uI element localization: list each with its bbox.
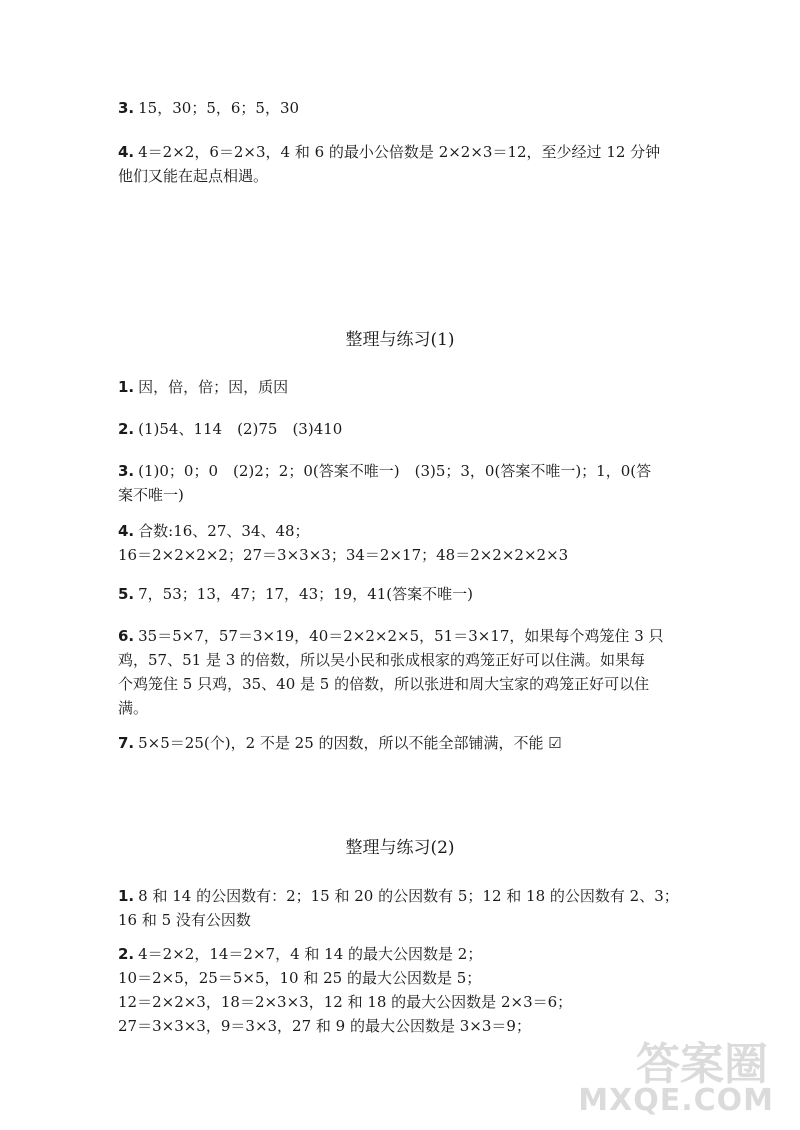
item-number: 5. [118,585,135,603]
answer-item-s2-1 [118,884,693,932]
section-title-2: 整理与练习(2) [345,838,455,858]
answer-item-s1-6 [118,624,693,720]
item-number: 4. [118,522,135,540]
item-line: 27＝3×3×3，9＝3×3，27 和 9 的最大公因数是 3×3＝9； [118,1017,531,1035]
item-line: 16＝2×2×2×2；27＝3×3×3；34＝2×17；48＝2×2×2×2×3 [118,546,569,564]
item-number: 1. [118,887,135,905]
item-line: 案不唯一) [118,486,184,504]
item-line: 15，30；5，6；5，30 [138,99,300,117]
item-line: 满。 [118,699,149,717]
item-number: 7. [118,734,135,752]
item-line: 他们又能在起点相遇。 [118,167,269,185]
item-line: 16 和 5 没有公因数 [118,911,251,929]
item-number: 3. [118,462,135,480]
answer-item-top-4 [118,140,693,188]
item-line: 8 和 14 的公因数有：2；15 和 20 的公因数有 5；12 和 18 的公因数有 2、3； [138,887,679,905]
answer-item-s1-2 [118,417,693,441]
item-number: 3. [118,99,135,117]
item-line: 合数:16、27、34、48； [138,522,310,540]
watermark-logo [578,1024,782,1124]
answer-item-s1-3 [118,459,693,507]
item-number: 6. [118,627,135,645]
item-line: 个鸡笼住 5 只鸡，35、40 是 5 的倍数，所以张进和周大宝家的鸡笼正好可以住 [118,675,650,693]
item-number: 2. [118,945,135,963]
item-line: 5×5＝25(个)，2 不是 25 的因数，所以不能全部铺满，不能 ☑ [138,734,562,752]
item-line: 12＝2×2×3，18＝2×3×3，12 和 18 的最大公因数是 2×3＝6； [118,993,573,1011]
item-line: 因，倍，倍；因，质因 [138,378,289,396]
item-line: 10＝2×5，25＝5×5，10 和 25 的最大公因数是 5； [118,969,482,987]
item-line: 35＝5×7，57＝3×19，40＝2×2×2×5，51＝3×17，如果每个鸡笼住 3 只 [138,627,664,645]
item-line: 4＝2×2，14＝2×7，4 和 14 的最大公因数是 2； [138,945,483,963]
answer-item-top-3 [118,96,693,120]
watermark-cjk: 答案圈 [636,1039,768,1090]
section-title-1: 整理与练习(1) [345,330,455,350]
item-number: 2. [118,420,135,438]
item-line: 7，53；13，47；17，43；19，41(答案不唯一) [138,585,473,603]
item-line: 4＝2×2，6＝2×3，4 和 6 的最小公倍数是 2×2×3＝12，至少经过 12 分钟 [138,143,661,161]
answer-item-s1-5 [118,582,693,606]
item-line: 鸡，57、51 是 3 的倍数，所以吴小民和张成根家的鸡笼正好可以住满。如果每 [118,651,646,669]
item-number: 4. [118,143,135,161]
watermark-text: MXQE.COM [578,1083,774,1118]
answer-item-s1-1 [118,375,693,399]
answer-item-s1-7 [118,731,693,755]
answer-item-s1-4 [118,519,693,567]
item-line: (1)54、114 (2)75 (3)410 [138,420,343,438]
item-line: (1)0；0；0 (2)2；2；0(答案不唯一) (3)5；3，0(答案不唯一)；1，0(答 [138,462,652,480]
item-number: 1. [118,378,135,396]
